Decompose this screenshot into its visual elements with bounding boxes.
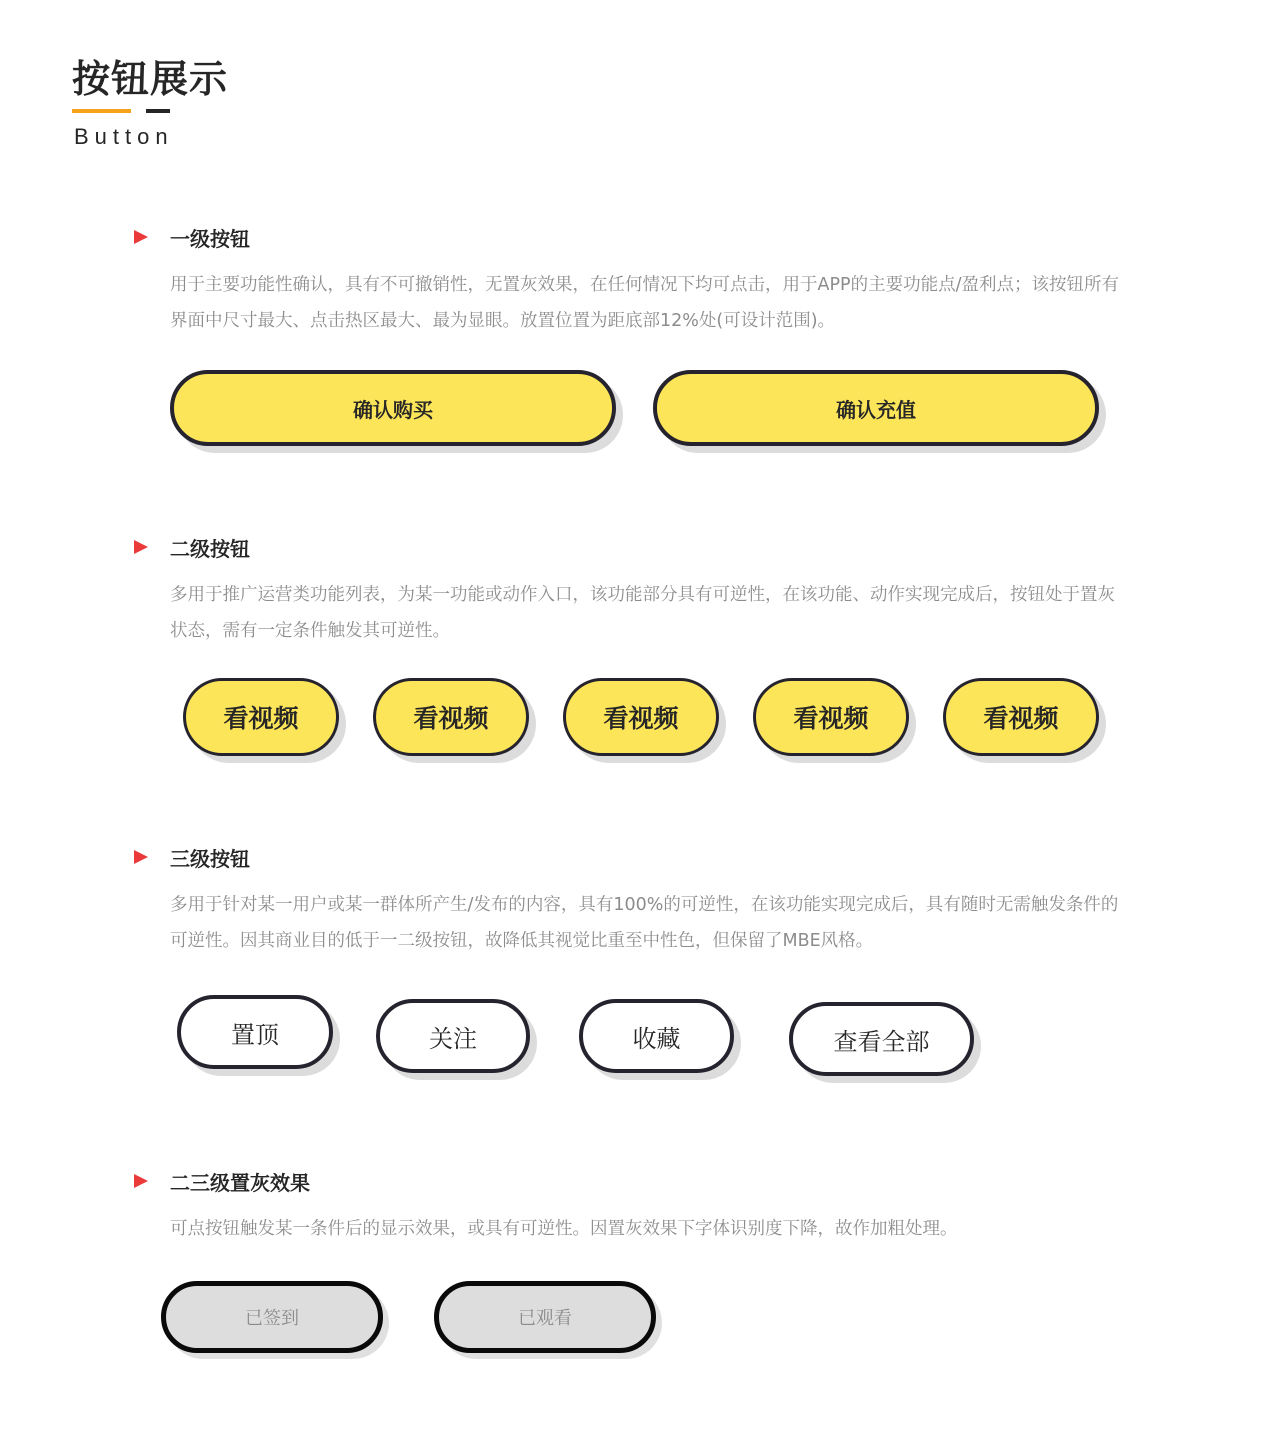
section-heading-secondary — [134, 532, 250, 562]
section-title: 三级按钮 — [170, 846, 250, 871]
section-title: 一级按钮 — [170, 226, 250, 251]
section-description: 可点按钮触发某一条件后的显示效果，或具有可逆性。因置灰效果下字体识别度下降，故作加粗处理。 — [170, 1219, 958, 1239]
pin-top-button[interactable]: 置顶 — [177, 995, 333, 1069]
triangle-marker-icon — [134, 850, 148, 864]
watch-video-button[interactable]: 看视频 — [183, 678, 339, 756]
follow-button[interactable]: 关注 — [376, 999, 530, 1073]
page-title: 按钮展示 — [72, 57, 229, 101]
triangle-marker-icon — [134, 230, 148, 244]
favorite-button[interactable]: 收藏 — [579, 999, 734, 1073]
section-title: 二三级置灰效果 — [170, 1170, 310, 1195]
section-heading-primary — [134, 222, 250, 252]
section-description: 多用于推广运营类功能列表，为某一功能或动作入口，该功能部分具有可逆性，在该功能、动作实现完成后，按钮处于置灰状态，需有一定条件触发其可逆性。 — [170, 585, 1115, 641]
watch-video-button[interactable]: 看视频 — [753, 678, 909, 756]
section-description: 多用于针对某一用户或某一群体所产生/发布的内容，具有100%的可逆性，在该功能实现完成后，具有随时无需触发条件的可逆性。因其商业目的低于一二级按钮，故降低其视觉比重至中性色，但保留了MBE风格。 — [170, 895, 1119, 951]
watch-video-button[interactable]: 看视频 — [943, 678, 1099, 756]
title-accent-bar-dark — [146, 109, 170, 113]
section-heading-disabled — [134, 1166, 310, 1196]
page-subtitle: Button — [74, 124, 174, 149]
confirm-purchase-button[interactable]: 确认购买 — [170, 370, 616, 446]
section-description: 用于主要功能性确认，具有不可撤销性，无置灰效果，在任何情况下均可点击，用于APP的主要功能点/盈利点；该按钮所有界面中尺寸最大、点击热区最大、最为显眼。放置位置为距底部12%处(可设计范围)。 — [170, 275, 1119, 331]
confirm-recharge-button[interactable]: 确认充值 — [653, 370, 1099, 446]
view-all-button[interactable]: 查看全部 — [789, 1002, 974, 1076]
checked-in-button-disabled[interactable]: 已签到 — [161, 1281, 383, 1353]
title-accent-bar-orange — [72, 109, 131, 113]
section-title: 二级按钮 — [170, 536, 250, 561]
triangle-marker-icon — [134, 540, 148, 554]
watch-video-button[interactable]: 看视频 — [373, 678, 529, 756]
watched-button-disabled[interactable]: 已观看 — [434, 1281, 656, 1353]
section-heading-tertiary — [134, 842, 250, 872]
triangle-marker-icon — [134, 1174, 148, 1188]
watch-video-button[interactable]: 看视频 — [563, 678, 719, 756]
